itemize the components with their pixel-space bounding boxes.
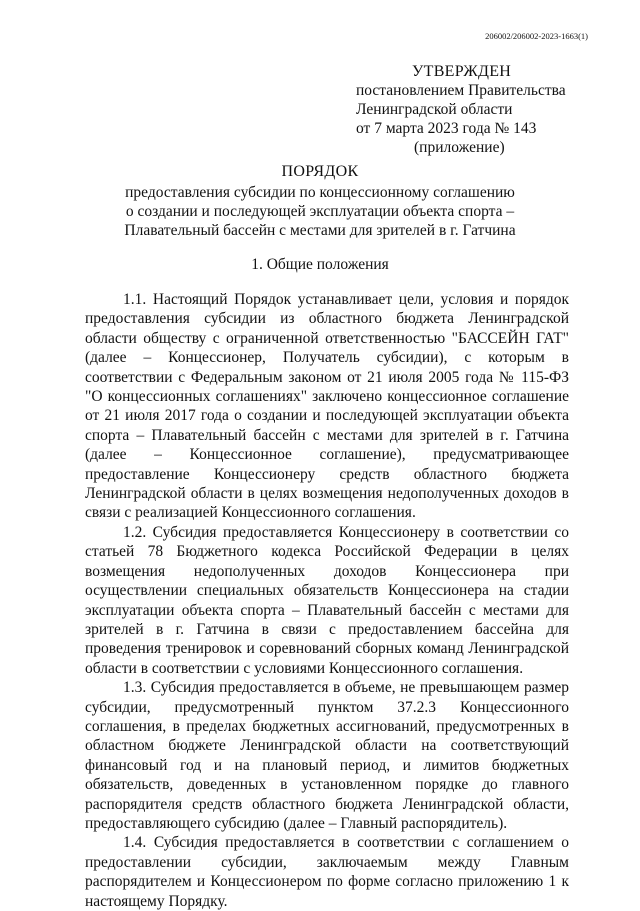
subtitle-line: о создании и последующей эксплуатации объекта спорта – <box>125 203 515 220</box>
section-heading: 1. Общие положения <box>251 256 389 273</box>
subtitle-line: предоставления субсидии по концессионному соглашению <box>125 184 515 201</box>
document-body <box>85 290 569 911</box>
approval-line: Ленинградской области <box>356 101 513 118</box>
approval-annex: (приложение) <box>414 139 505 156</box>
approval-heading: УТВЕРЖДЕН <box>412 63 512 80</box>
document-id: 206002/206002-2023-1663(1) <box>485 31 588 41</box>
paragraph-1-2: 1.2. Субсидия предоставляется Концессионеру в соответствии со статьей 78 Бюджетного кодекса Российской Федерации в целях возмещения недополученных доходов Концессионера при осуществлении специальных обязательств Концессионера на стадии эксплуатации объекта спорта – Плавательный бассейн с местами для зрителей в г. Гатчина в связи с предоставлением бассейна для проведения тренировок и соревнований сборных команд Ленинградской области в соответствии с условиями Концессионного соглашения. <box>85 523 569 677</box>
approval-line: постановлением Правительства <box>356 82 566 99</box>
approval-stamp <box>356 62 586 157</box>
paragraph-1-4: 1.4. Субсидия предоставляется в соответствии с соглашением о предоставлении субсидии, заключаемым между Главным распорядителем и Концессионером по форме согласно приложению 1 к настоящему Порядку. <box>85 834 569 910</box>
paragraph-1-1: 1.1. Настоящий Порядок устанавливает цели, условия и порядок предоставления субсидии из областного бюджета Ленинградской области обществу с ограниченной ответственностью "БАССЕЙН ГАТ" (далее – Концессионер, Получатель субсидии), с которым в соответствии с Федеральным законом от 21 июля 2005 года № 115-ФЗ "О концессионных соглашениях" заключено концессионное соглашение от 21 июля 2017 года о создании и последующей эксплуатации объекта спорта – Плавательный бассейн с местами для зрителей в г. Гатчина (далее – Концессионное соглашение), предусматривающее предоставление Концессионеру средств областного бюджета Ленинградской области в целях возмещения недополученных доходов в связи с реализацией Концессионного соглашения. <box>85 291 569 522</box>
document-title: ПОРЯДОК <box>281 163 359 180</box>
paragraph-1-3: 1.3. Субсидия предоставляется в объеме, не превышающем размер субсидии, предусмотренный пунктом 37.2.3 Концессионного соглашения, в пределах бюджетных ассигнований, предусмотренных в областном бюджете Ленинградской области на соответствующий финансовый год и на плановый период, и лимитов бюджетных обязательств, доведенных в установленном порядке до главного распорядителя средств областного бюджета Ленинградской области, предоставляющего субсидию (далее – Главный распорядитель). <box>85 679 569 832</box>
approval-line: от 7 марта 2023 года № 143 <box>356 120 537 137</box>
subtitle-line: Плавательный бассейн с местами для зрителей в г. Гатчина <box>124 222 516 239</box>
document-subtitle <box>90 183 550 240</box>
